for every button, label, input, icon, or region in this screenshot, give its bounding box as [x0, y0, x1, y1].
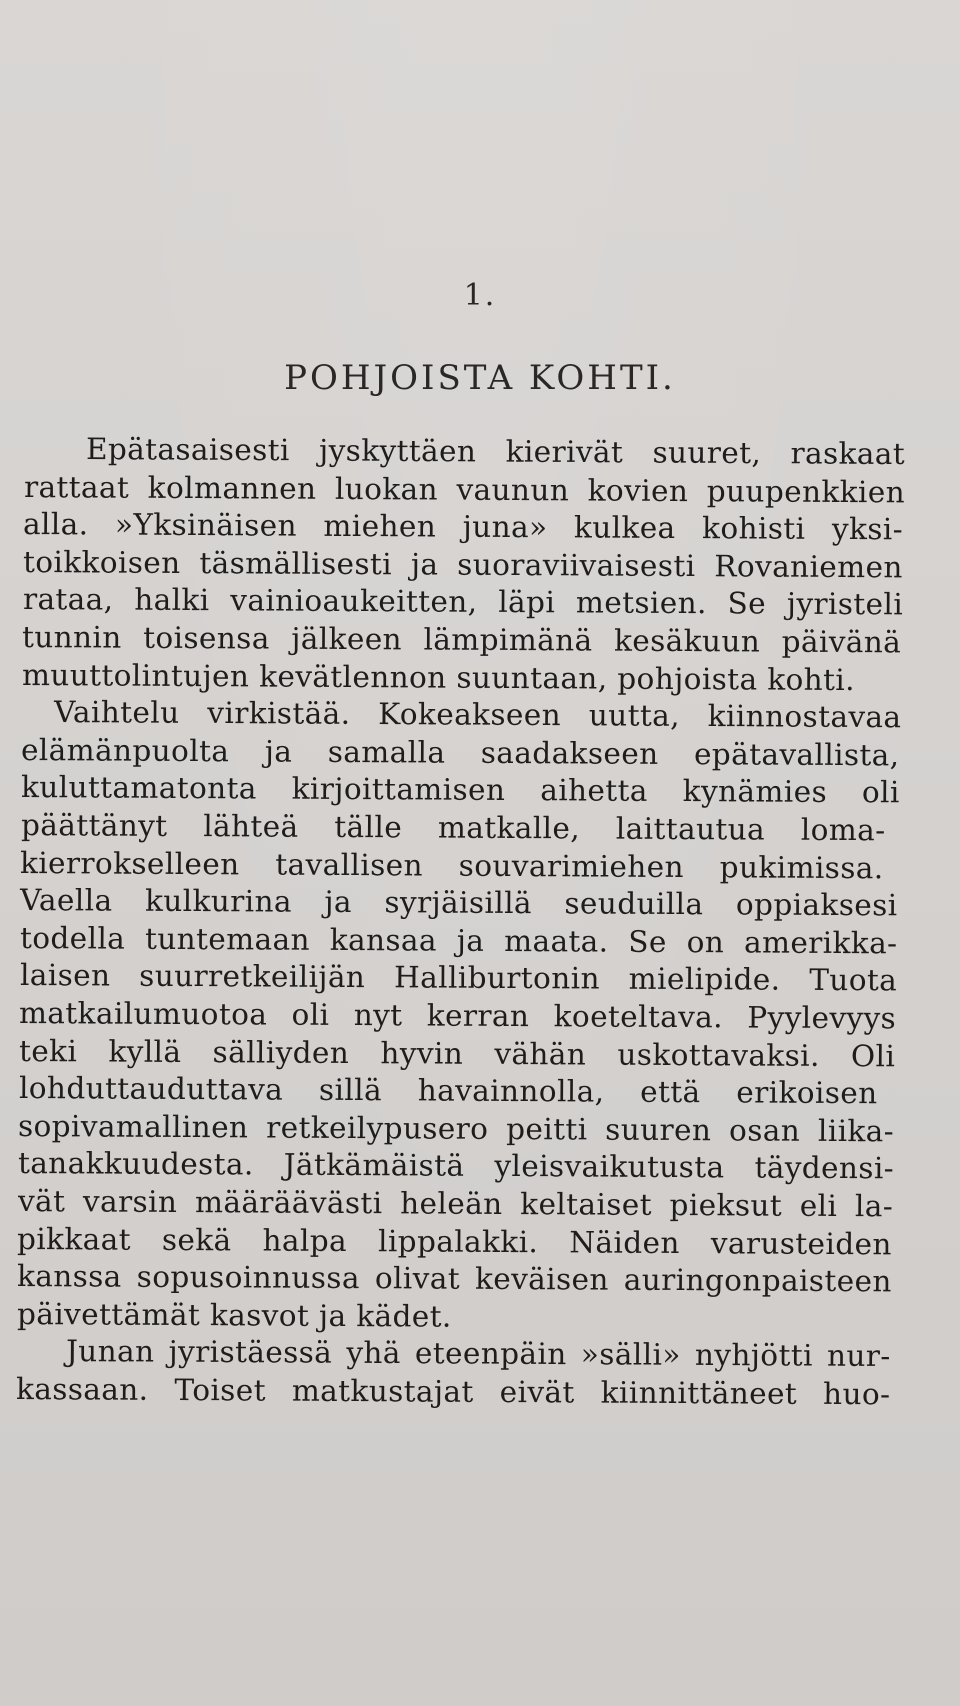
- chapter-number: 1.: [463, 278, 497, 313]
- text-line: Junan jyristäessä yhä eteenpäin »sälli» nyhjötti nur-: [66, 1334, 892, 1374]
- text-line: toikkoisen täsmällisesti ja suoraviivaisesti Rovaniemen: [22, 544, 903, 585]
- text-line: kierrokselleen tavallisen souvarimiehen pukimissa.: [20, 845, 885, 885]
- text-line: päättänyt lähteä tälle matkalle, laittautua loma-: [20, 808, 886, 848]
- text-line: matkailumuotoa oli nyt kerran koeteltava. Pyylevyys: [19, 996, 897, 1036]
- text-line: vät varsin määräävästi heleän keltaiset pieksut eli la-: [17, 1184, 893, 1224]
- text-line: päivettämät kasvot ja kädet.: [16, 1296, 452, 1334]
- text-line: muuttolintujen kevätlennon suuntaan, pohjoista kohti.: [21, 657, 856, 697]
- text-line: kuluttamatonta kirjoittamisen aihetta kynämies oli: [21, 770, 901, 810]
- text-line: rataa, halki vainioaukeitten, läpi metsien. Se jyristeli: [22, 582, 903, 622]
- text-line: todella tuntemaan kansaa ja maata. Se on amerikka-: [19, 920, 898, 961]
- text-line: tunnin toisensa jälkeen lämpimänä kesäkuun päivänä: [22, 620, 902, 660]
- text-line: lohduttauduttava sillä havainnolla, että erikoisen: [18, 1071, 878, 1111]
- text-line: teki kyllä sälliyden hyvin vähän uskottavaksi. Oli: [18, 1033, 896, 1073]
- text-line: sopivamallinen retkeilypusero peitti suuren osan liika-: [18, 1108, 895, 1149]
- text-line: rattaat kolmannen luokan vaunun kovien puupenkkien: [23, 469, 905, 509]
- chapter-title: POHJOISTA KOHTI.: [284, 358, 676, 398]
- text-line: alla. »Yksinäisen miehen juna» kulkea kohisti yksi-: [23, 507, 904, 547]
- text-line: Epätasaisesti jyskyttäen kierivät suuret, raskaat: [85, 432, 906, 472]
- text-line: elämänpuolta ja samalla saadakseen epätavallista,: [21, 732, 901, 773]
- text-line: tanakkuudesta. Jätkämäistä yleisvaikutusta täydensi-: [17, 1146, 895, 1186]
- text-line: laisen suurretkeilijän Halliburtonin mielipide. Tuota: [19, 958, 897, 998]
- text-line: pikkaat sekä halpa lippalakki. Näiden varusteiden: [17, 1221, 893, 1261]
- text-line: Vaihtelu virkistää. Kokeakseen uutta, kiinnostavaa: [53, 695, 902, 735]
- text-line: Vaella kulkurina ja syrjäisillä seuduilla oppiaksesi: [20, 883, 898, 923]
- text-line: kanssa sopusoinnussa olivat keväisen auringonpaisteen: [16, 1259, 892, 1299]
- text-line: kassaan. Toiset matkustajat eivät kiinnittäneet huo-: [15, 1372, 891, 1412]
